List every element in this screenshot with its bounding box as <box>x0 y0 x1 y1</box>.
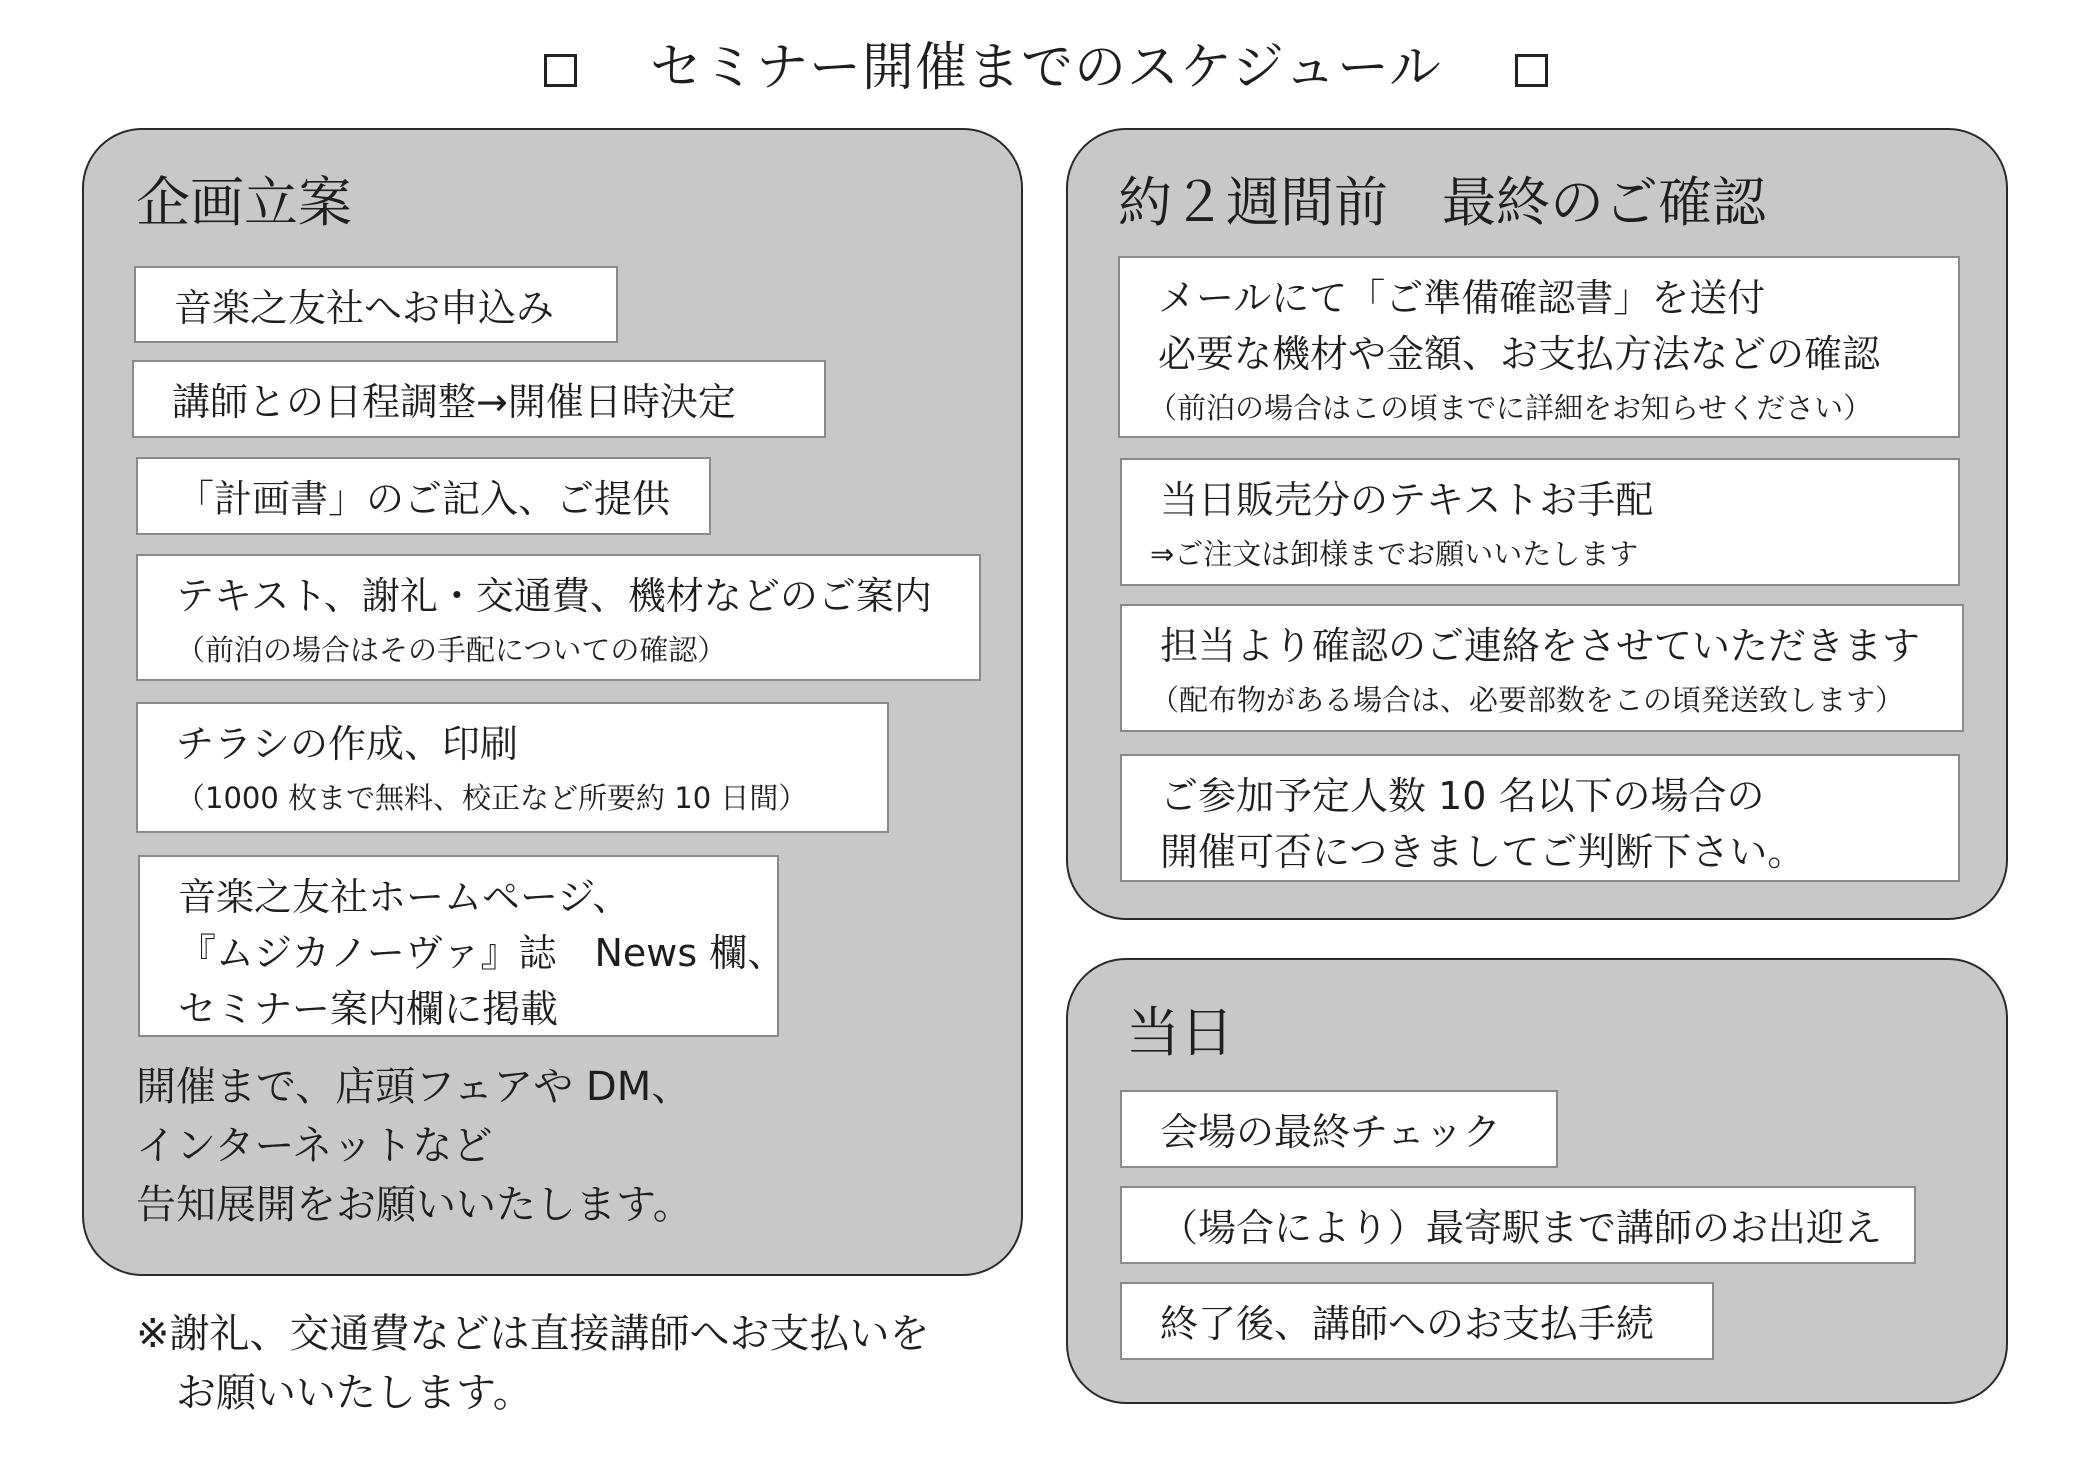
payment-footnote <box>136 1305 930 1423</box>
two-weeks-item-attendance-decision-line-1: ご参加予定人数 10 名以下の場合の <box>1160 774 1765 818</box>
two-weeks-item-attendance-decision <box>1120 754 1960 882</box>
two-weeks-item-contact <box>1120 604 1964 732</box>
event-day-item-pickup <box>1120 1186 1916 1264</box>
planning-closing-note <box>136 1058 693 1235</box>
two-weeks-item-confirmation-mail-note: （前泊の場合はこの頃までに詳細をお知らせください） <box>1148 391 1873 425</box>
planning-heading: 企画立案 <box>136 171 352 234</box>
planning-item-textbook-guidance-text: テキスト、謝礼・交通費、機材などのご案内 <box>176 574 932 618</box>
planning-item-schedule <box>132 360 826 438</box>
two-weeks-item-contact-note: （配布物がある場合は、必要部数をこの頃発送致します） <box>1150 683 1905 717</box>
page-title <box>0 32 2092 104</box>
two-weeks-heading: 約２週間前 最終のご確認 <box>1118 171 1766 234</box>
planning-closing-line-2: インターネットなど <box>136 1123 493 1169</box>
planning-item-publication-line-2: 『ムジカノーヴァ』誌 News 欄、 <box>178 931 786 975</box>
event-day-item-venue-check-text: 会場の最終チェック <box>1160 1110 1501 1154</box>
planning-item-plan-document-text: 「計画書」のご記入、ご提供 <box>176 477 671 521</box>
two-weeks-item-confirmation-mail <box>1118 256 1960 438</box>
title-right-box-icon <box>1515 54 1548 87</box>
planning-item-plan-document <box>136 457 711 535</box>
planning-item-publication <box>138 855 786 1037</box>
planning-item-publication-line-3: セミナー案内欄に掲載 <box>178 987 559 1031</box>
planning-item-flyer <box>136 702 889 833</box>
planning-item-flyer-text: チラシの作成、印刷 <box>176 722 519 766</box>
event-day-item-payment <box>1120 1282 1714 1360</box>
two-weeks-item-confirmation-mail-line-1: メールにて「ご準備確認書」を送付 <box>1158 276 1766 320</box>
event-day-item-venue-check <box>1120 1090 1558 1168</box>
payment-footnote-line-2: お願いいたします。 <box>136 1370 533 1416</box>
page-title-text: セミナー開催までのスケジュール <box>650 38 1442 98</box>
two-weeks-item-textbook-order-note: ⇒ご注文は卸様までお願いいたします <box>1150 537 1639 571</box>
event-day-heading: 当日 <box>1126 1001 1234 1064</box>
two-weeks-item-attendance-decision-line-2: 開催可否につきましてご判断下さい。 <box>1160 830 1806 874</box>
planning-item-textbook-guidance-note: （前泊の場合はその手配についての確認） <box>176 633 727 667</box>
planning-item-textbook-guidance <box>136 554 981 681</box>
title-left-box-icon <box>544 54 577 87</box>
planning-closing-line-3: 告知展開をお願いいたします。 <box>136 1182 693 1228</box>
planning-item-flyer-note: （1000 枚まで無料、校正など所要約 10 日間） <box>176 781 808 815</box>
planning-item-apply <box>134 266 618 343</box>
planning-closing-line-1: 開催まで、店頭フェアや DM、 <box>136 1064 692 1110</box>
planning-item-apply-text: 音楽之友社へお申込み <box>174 286 555 330</box>
planning-item-publication-line-1: 音楽之友社ホームページ、 <box>178 875 631 919</box>
two-weeks-item-textbook-order <box>1120 458 1960 586</box>
two-weeks-item-confirmation-mail-line-2: 必要な機材や金額、お支払方法などの確認 <box>1158 332 1881 376</box>
two-weeks-item-textbook-order-text: 当日販売分のテキストお手配 <box>1160 478 1654 522</box>
planning-item-schedule-text: 講師との日程調整→開催日時決定 <box>172 380 736 424</box>
two-weeks-item-contact-text: 担当より確認のご連絡をさせていただきます <box>1160 624 1921 668</box>
payment-footnote-line-1: ※謝礼、交通費などは直接講師へお支払いを <box>136 1311 930 1357</box>
event-day-item-pickup-text: （場合により）最寄駅まで講師のお出迎え <box>1160 1206 1883 1250</box>
event-day-item-payment-text: 終了後、講師へのお支払手続 <box>1160 1302 1655 1346</box>
